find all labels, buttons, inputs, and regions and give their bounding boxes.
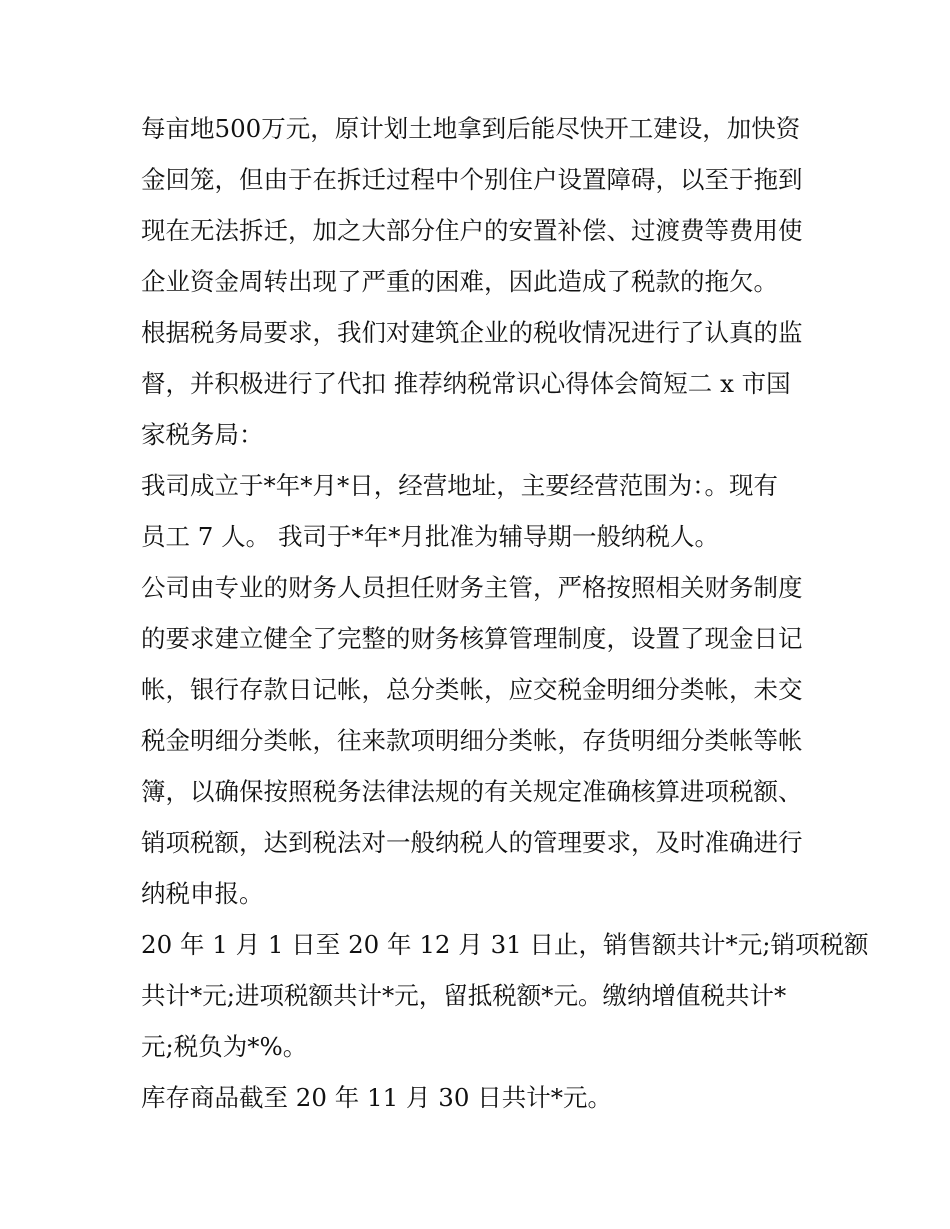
text-line: 我司成立于*年*月*日，经营地址，主要经营范围为：。现有 — [141, 471, 778, 500]
text-line: 家税务局： — [141, 420, 264, 449]
text-line: 督，并积极进行了代扣 推荐纳税常识心得体会简短二 x 市国 — [141, 369, 791, 398]
text-line: 共计*元;进项税额共计*元，留抵税额*元。缴纳增值税共计* — [141, 981, 787, 1010]
text-line: 税金明细分类帐，往来款项明细分类帐，存货明细分类帐等帐 — [141, 726, 803, 755]
text-line: 簿，以确保按照税务法律法规的有关规定准确核算进项税额、 — [141, 777, 803, 806]
text-line: 20 年 1 月 1 日至 20 年 12 月 31 日止，销售额共计*元;销项税额 — [141, 930, 869, 959]
text-line: 公司由专业的财务人员担任财务主管，严格按照相关财务制度 — [141, 573, 803, 602]
text-line: 根据税务局要求，我们对建筑企业的税收情况进行了认真的监 — [141, 318, 803, 347]
text-line: 现在无法拆迁，加之大部分住户的安置补偿、过渡费等费用使 — [141, 216, 803, 245]
text-line: 金回笼，但由于在拆迁过程中个别住户设置障碍，以至于拖到 — [141, 165, 803, 194]
text-line: 的要求建立健全了完整的财务核算管理制度，设置了现金日记 — [141, 624, 803, 653]
body-text — [141, 103, 869, 1123]
text-line: 元;税负为*%。 — [141, 1032, 308, 1061]
text-line: 帐，银行存款日记帐，总分类帐，应交税金明细分类帐，未交 — [141, 675, 803, 704]
text-line: 库存商品截至 20 年 11 月 30 日共计*元。 — [141, 1083, 613, 1112]
text-line: 每亩地500万元，原计划土地拿到后能尽快开工建设，加快资 — [141, 114, 801, 143]
text-line: 员工 7 人。 我司于*年*月批准为辅导期一般纳税人。 — [141, 522, 719, 551]
text-line: 纳税申报。 — [141, 879, 264, 908]
text-line: 销项税额，达到税法对一般纳税人的管理要求，及时准确进行 — [141, 828, 803, 857]
text-line: 企业资金周转出现了严重的困难，因此造成了税款的拖欠。 — [141, 267, 778, 296]
